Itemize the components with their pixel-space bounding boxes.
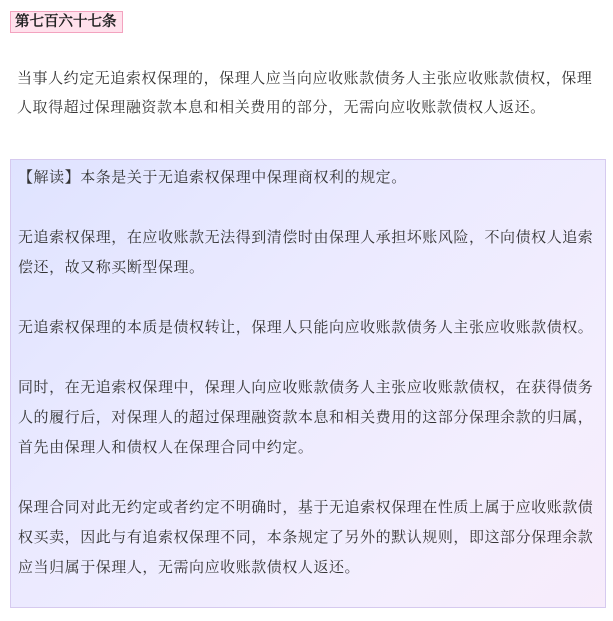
interpretation-paragraph: 同时，在无追索权保理中，保理人向应收账款债务人主张应收账款债权，在获得债务人的履行后，对保理人的超过保理融资款本息和相关费用的这部分保理余款的归属，首先由保理人和债权人在保理合同中约定。 <box>18 378 594 456</box>
article-body: 当事人约定无追索权保理的，保理人应当向应收账款债务人主张应收账款债权，保理人取得超过保理融资款本息和相关费用的部分，无需向应收账款债权人返还。 <box>17 69 593 116</box>
interpretation-heading-paragraph: 【解读】本条是关于无追索权保理中保理商权利的规定。 <box>18 168 407 186</box>
article-title: 第七百六十七条 <box>10 11 123 33</box>
interpretation-box <box>10 159 606 608</box>
interpretation-paragraph: 无追索权保理，在应收账款无法得到清偿时由保理人承担坏账风险，不向债权人追索偿还，故又称买断型保理。 <box>18 228 594 276</box>
interpretation-paragraph: 保理合同对此无约定或者约定不明确时，基于无追索权保理在性质上属于应收账款债权买卖，因此与有追索权保理不同，本条规定了另外的默认规则，即这部分保理余款应当归属于保理人，无需向应收账款债权人返还。 <box>18 498 594 576</box>
interpretation-paragraph: 无追索权保理的本质是债权转让，保理人只能向应收账款债务人主张应收账款债权。 <box>18 318 594 336</box>
